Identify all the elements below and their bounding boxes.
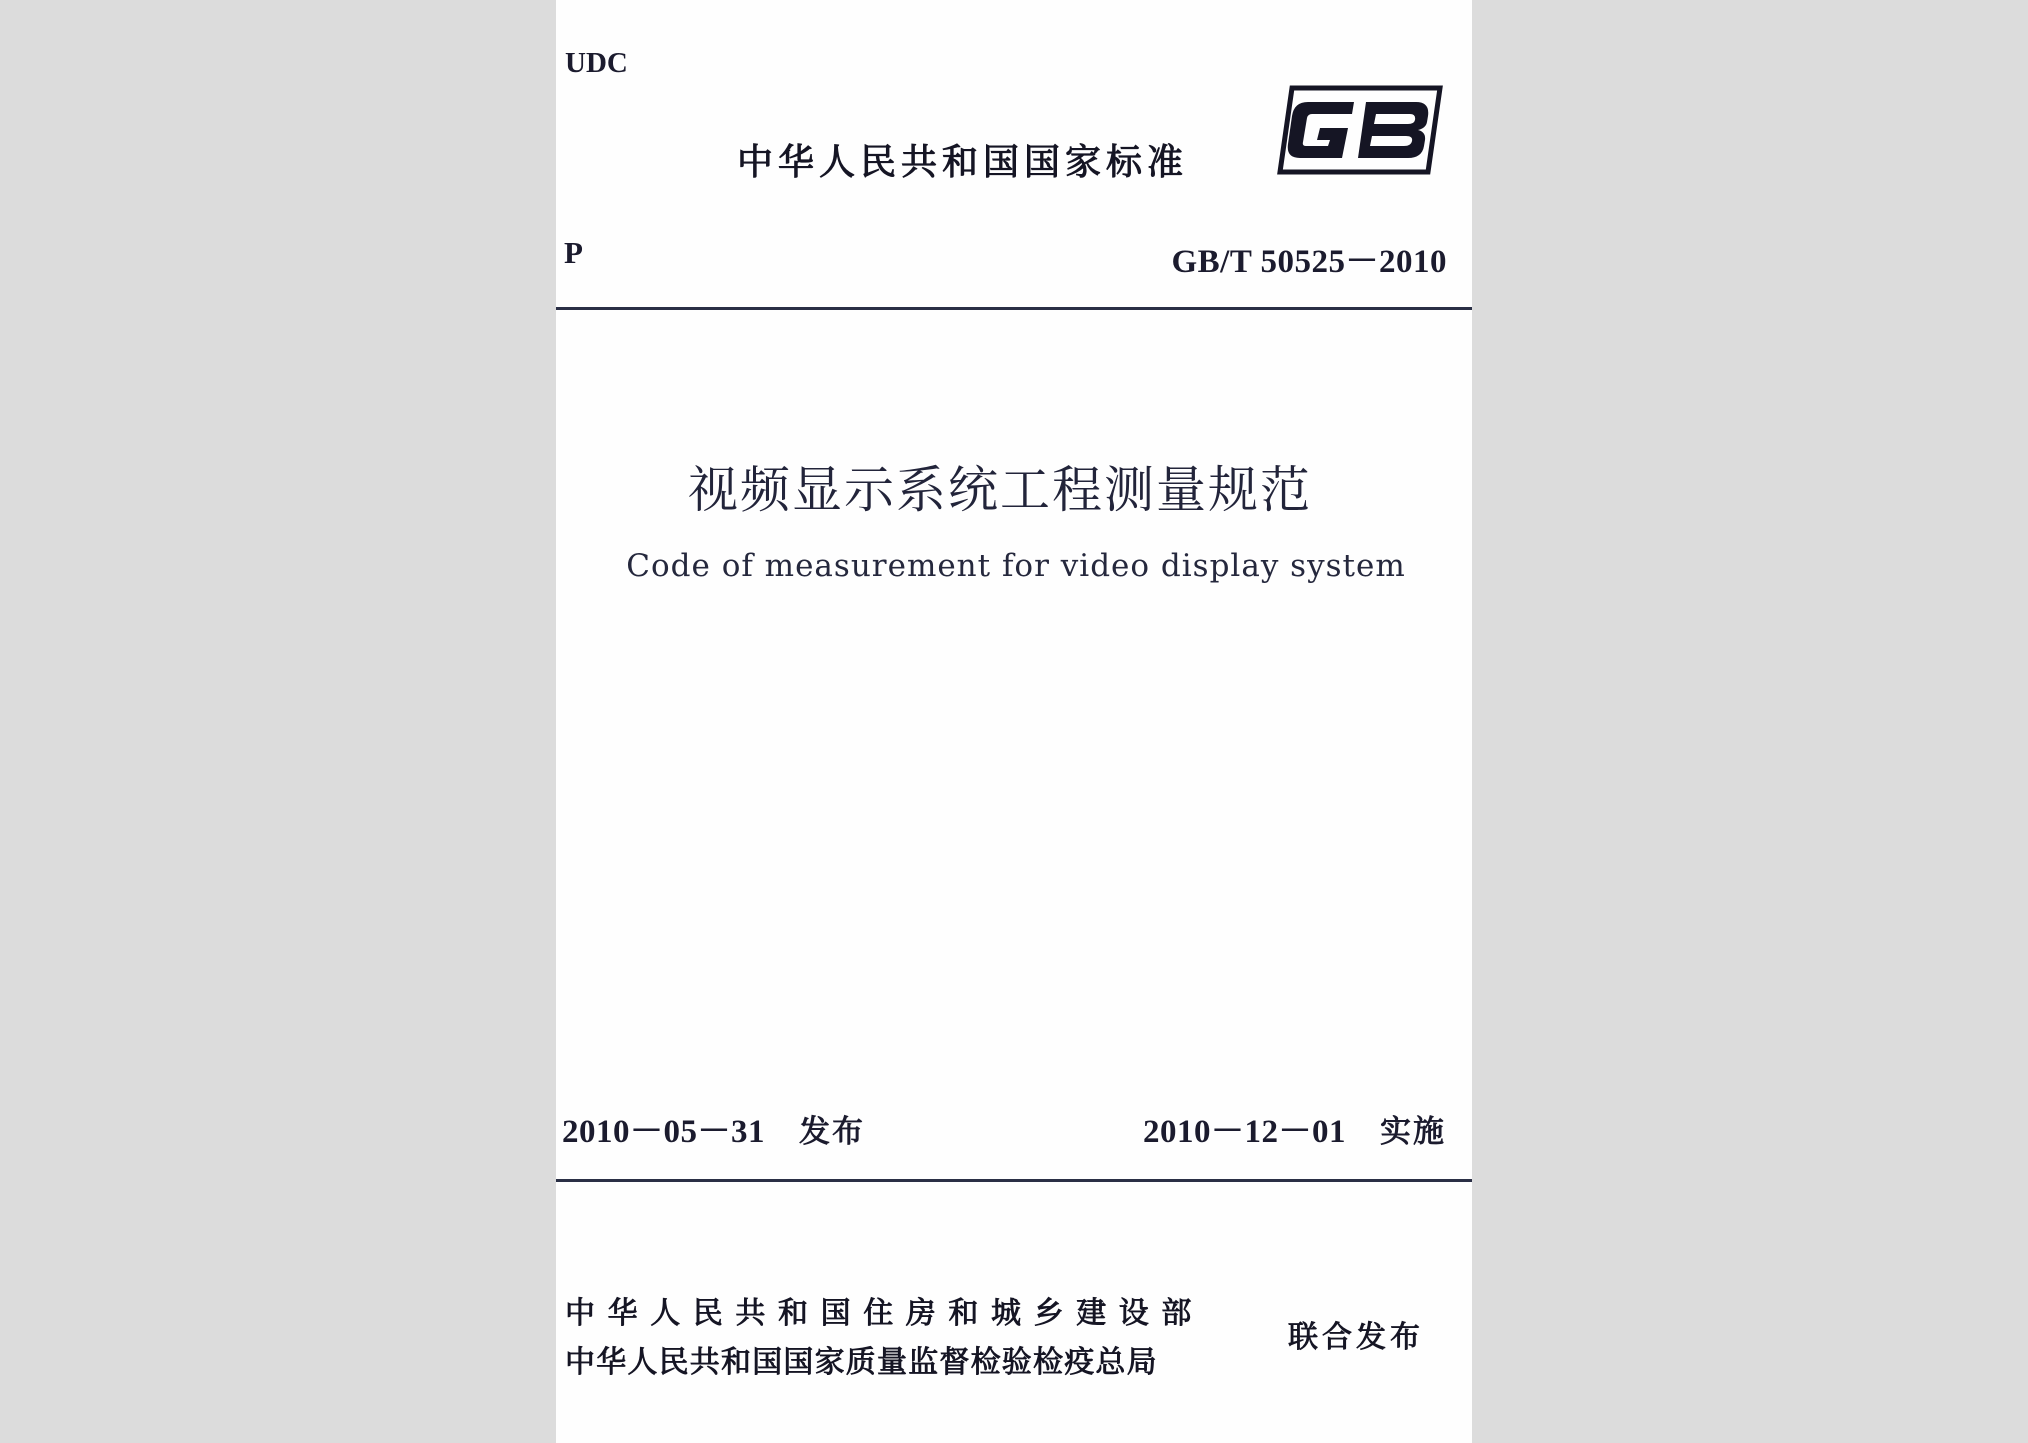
bottom-divider bbox=[556, 1179, 1472, 1182]
standard-category: 中华人民共和国国家标准 bbox=[737, 142, 1189, 183]
issue-date-row bbox=[562, 1105, 865, 1152]
issuer-ministry-housing: 中华人民共和国住房和城乡建设部 bbox=[565, 1296, 1204, 1331]
implementation-label: 实施 bbox=[1380, 1114, 1446, 1150]
issue-date: 2010－05－31 bbox=[562, 1114, 765, 1150]
standard-number: GB/T 50525－2010 bbox=[1171, 244, 1447, 280]
gb-logo bbox=[1270, 80, 1446, 180]
cover-page bbox=[556, 0, 1472, 1443]
gb-logo-graphic bbox=[1270, 80, 1446, 180]
top-divider bbox=[556, 307, 1472, 310]
issuer-quality-administration: 中华人民共和国国家质量监督检验检疫总局 bbox=[565, 1345, 1158, 1380]
issue-label: 发布 bbox=[799, 1114, 865, 1150]
title-chinese: 视频显示系统工程测量规范 bbox=[688, 461, 1312, 519]
joint-issue-label: 联合发布 bbox=[1288, 1320, 1424, 1355]
title-english: Code of measurement for video display system bbox=[626, 548, 1406, 584]
udc-label: UDC bbox=[565, 47, 628, 79]
classification-code: P bbox=[564, 235, 583, 270]
implementation-date: 2010－12－01 bbox=[1143, 1114, 1346, 1150]
implementation-date-row bbox=[1143, 1105, 1446, 1152]
